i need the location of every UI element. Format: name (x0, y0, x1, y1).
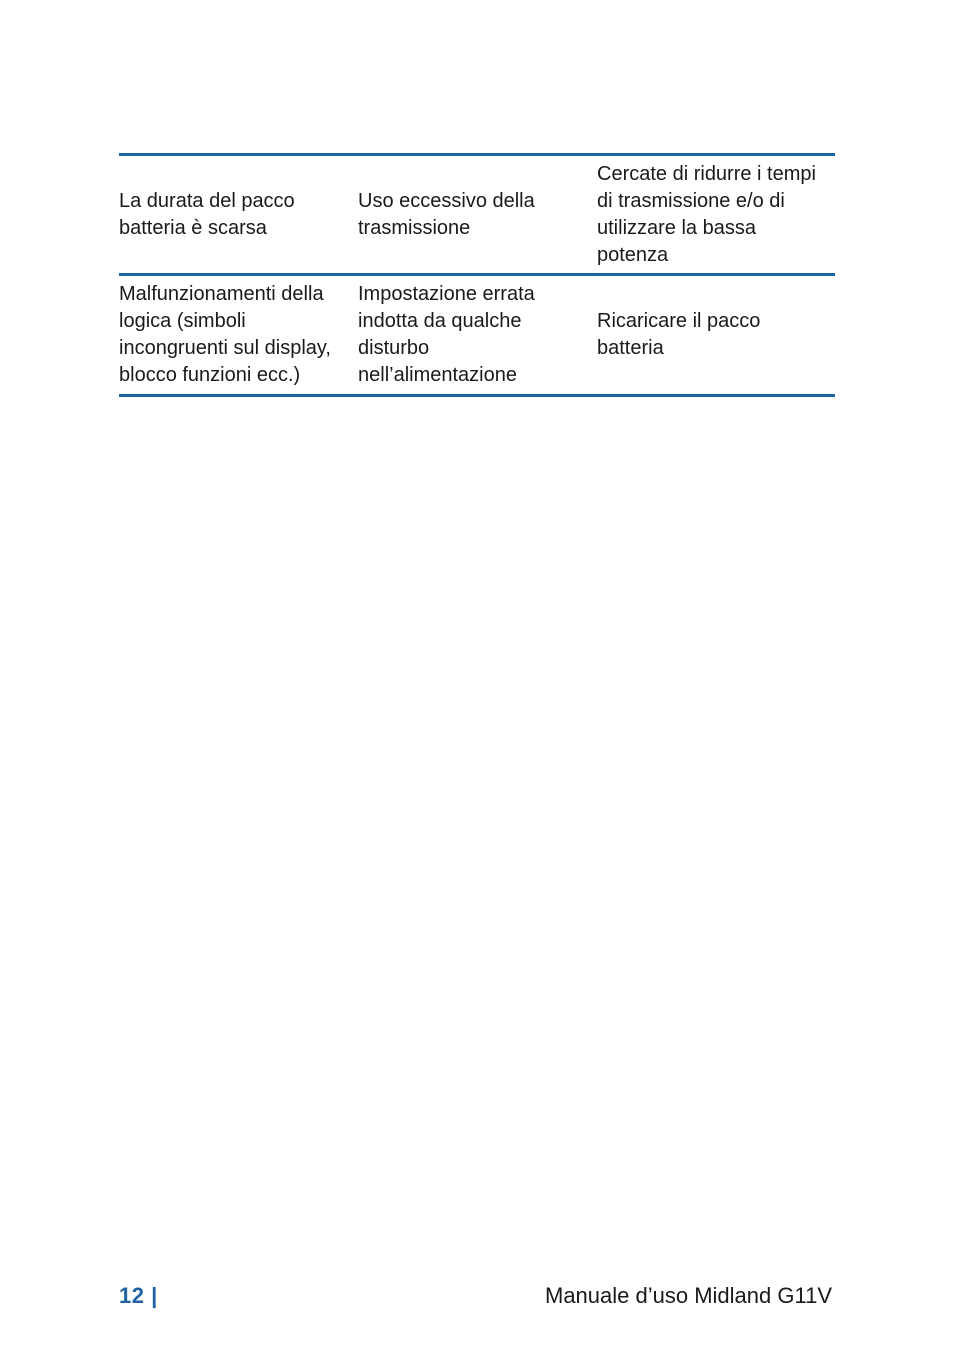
cause-cell: Impostazione errata indotta da qualche disturbo nell’alimentazione (358, 283, 535, 386)
cause-cell: Uso eccessivo della trasmissione (358, 189, 535, 239)
problem-cell: La durata del pacco batteria è scarsa (119, 189, 295, 239)
page-number: 12 | (119, 1283, 158, 1308)
solution-cell: Ricaricare il pacco batteria (597, 310, 761, 359)
table-row (119, 276, 835, 397)
table-row (119, 156, 835, 276)
troubleshooting-table (119, 153, 835, 397)
manual-title: Manuale d’uso Midland G11V (545, 1283, 832, 1308)
problem-cell: Malfunzionamenti della logica (simboli incongruenti sul display, blocco funzioni ecc.) (119, 283, 331, 386)
solution-cell: Cercate di ridurre i tempi di trasmissione e/o di utilizzare la bassa potenza (597, 162, 816, 266)
